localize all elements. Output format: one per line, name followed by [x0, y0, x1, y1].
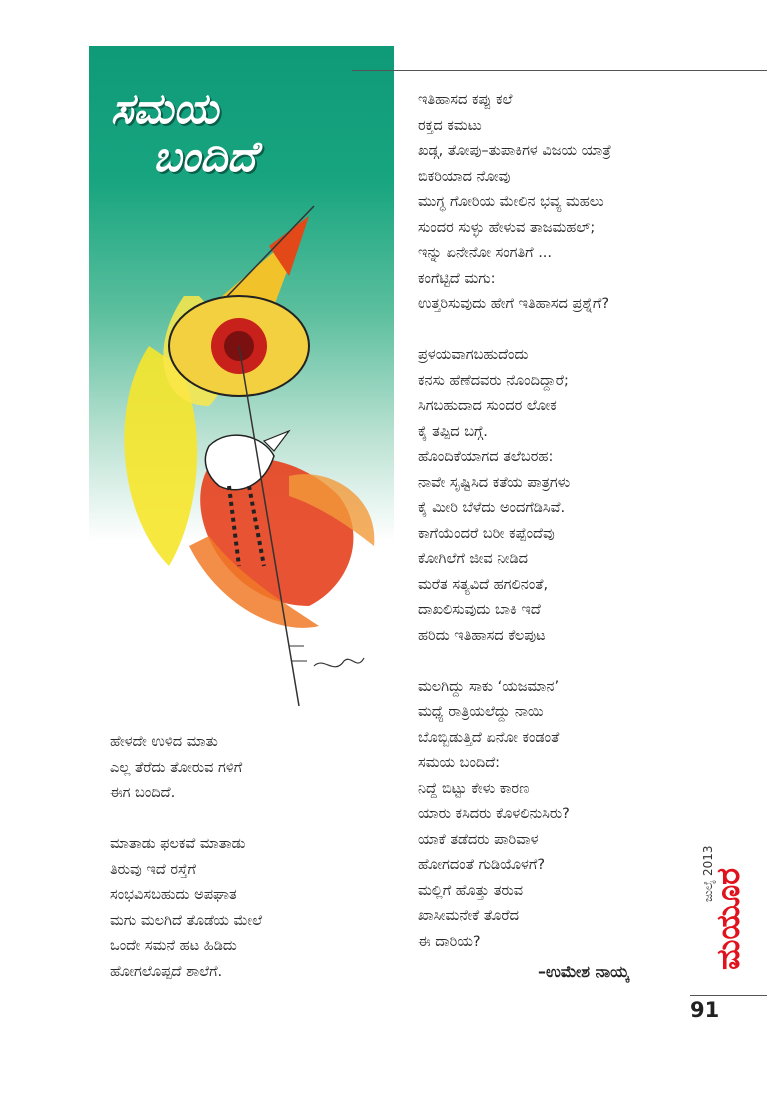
poem-line: ಯಾಕೆ ತಡೆದರು ಪಾರಿವಾಳ — [418, 831, 539, 848]
poem-line: ಸಂಭವಿಸಬಹುದು ಅಪಘಾತ — [110, 887, 237, 903]
poem-line: ಇನ್ನು ಏನೇನೋ ಸಂಗತಿಗೆ ... — [418, 245, 553, 261]
poem-line: ಒಂದೇ ಸಮನೆ ಹಟ ಹಿಡಿದು — [110, 938, 237, 954]
illustration-title-line2: ಬಂದಿದೆ — [153, 132, 256, 181]
poem-line: ದಾಖಲಿಸುವುದು ಬಾಕಿ ಇದೆ — [418, 602, 541, 618]
poem-line: ಖಡ್ಗ, ತೋಪು–ತುಪಾಕಿಗಳ ವಿಜಯ ಯಾತ್ರೆ — [418, 143, 612, 159]
poem-line: ಹೋಗಲೊಪ್ಪದೆ ಶಾಲೆಗೆ. — [110, 963, 223, 980]
poem-line: ಹೇಳದೇ ಉಳಿದ ಮಾತು — [110, 734, 218, 750]
poem-line: ಖಾಸೀಮನೇಕೆ ತೊರೆದ — [418, 908, 520, 924]
poem-line: ಹರಿದು ಇತಿಹಾಸದ ಕೆಲಪುಟ — [418, 627, 546, 644]
poem-line: ಇತಿಹಾಸದ ಕಪ್ಪು ಕಲೆ — [418, 92, 513, 108]
issue-date: ಜುಲೈ 2013 — [701, 845, 715, 902]
stanza-break — [418, 649, 611, 675]
poem-line: ಸುಂದರ ಸುಳ್ಳು ಹೇಳುವ ತಾಜಮಹಲ್; — [418, 219, 596, 236]
poem-line: ಮುಗ್ಧ ಗೋರಿಯ ಮೇಲಿನ ಭವ್ಯ ಮಹಲು — [418, 194, 604, 210]
poem-line: ಮಧ್ಯೆ ರಾತ್ರಿಯಲೆದ್ದು ನಾಯಿ — [418, 704, 544, 720]
poem-line: ಮಲ್ಲಿಗೆ ಹೊತ್ತು ತರುವ — [418, 882, 524, 899]
poem-line: ಯಾರು ಕಸಿದರು ಕೊಳಲಿನುಸಿರು? — [418, 806, 570, 822]
poem-line: ಕಂಗೆಟ್ಟಿದೆ ಮಗು: — [418, 270, 496, 287]
poem-left-column — [110, 730, 262, 985]
poem-line: ಎಲ್ಲ ತೆರೆದು ತೋರುವ ಗಳಿಗೆ — [110, 759, 243, 776]
poem-line: ಸಮಯ ಬಂದಿದೆ: — [418, 755, 501, 771]
poem-line: ರಕ್ತದ ಕಮಟು — [418, 117, 482, 134]
poem-line: ತಿರುವು ಇದೆ ರಸ್ತೆಗೆ — [110, 861, 196, 878]
poem-line: ಬಿಕರಿಯಾದ ನೋವು — [418, 168, 511, 185]
poem-line: ಕೋಗಿಲೆಗೆ ಜೀವ ನೀಡಿದ — [418, 551, 529, 567]
poem-line: ಕೈ ತಪ್ಪಿದ ಬಗ್ಗೆ. — [418, 423, 488, 440]
poem-line: ಉತ್ತರಿಸುವುದು ಹೇಗೆ ಇತಿಹಾಸದ ಪ್ರಶ್ನೆಗೆ? — [418, 296, 610, 312]
stanza-break — [110, 807, 262, 833]
poem-line: ಪ್ರಳಯವಾಗಬಹುದೆಂದು — [418, 347, 529, 363]
poem-illustration — [89, 46, 394, 715]
stanza-break — [418, 318, 611, 344]
poem-line: ಈಗ ಬಂದಿದೆ. — [110, 785, 176, 801]
poem-line: ನಿದ್ದೆ ಬಿಟ್ಟು ಕೇಳು ಕಾರಣ — [418, 780, 530, 797]
poem-line: ಸಿಗಬಹುದಾದ ಸುಂದರ ಲೋಕ — [418, 398, 557, 414]
poem-line: ಮರೆತ ಸತ್ಯವಿದೆ ಹಗಲಿನಂತೆ, — [418, 576, 549, 593]
poem-line: ಮಗು ಮಲಗಿದೆ ತೊಡೆಯ ಮೇಲೆ — [110, 912, 263, 929]
page-number: 91 — [690, 998, 720, 1022]
magazine-sidebar — [679, 820, 747, 990]
poem-line: ಬೊಬ್ಬಿಡುತ್ತಿದೆ ಏನೋ ಕಂಡಂತೆ — [418, 729, 560, 746]
poem-line: ಹೊಂದಿಕೆಯಾಗದ ತಲೆಬರಹ: — [418, 449, 554, 465]
author-name: –ಉಮೇಶ ನಾಯ್ಕ — [538, 962, 629, 981]
poem-line: ನಾವೇ ಸೃಷ್ಟಿಸಿದ ಕತೆಯ ಪಾತ್ರಗಳು — [418, 474, 571, 491]
poem-right-column — [418, 88, 611, 955]
poem-line: ಹೋಗದಂತೆ ಗುಡಿಯೊಳಗೆ? — [418, 857, 546, 873]
poem-line: ಕೈ ಮೀರಿ ಬೆಳೆದು ಅಂದಗೆಡಿಸಿವೆ. — [418, 500, 566, 516]
illustration-title-line1: ಸಮಯ — [111, 84, 219, 133]
poem-line: ಮಲಗಿದ್ದು ಸಾಕು ‘ಯಜಮಾನ’ — [418, 678, 560, 695]
poem-line: ಕನಸು ಹೆಣೆದವರು ನೊಂದಿದ್ದಾರೆ; — [418, 372, 569, 389]
poem-line: ಮಾತಾಡು ಫಲಕವೆ ಮಾತಾಡು — [110, 836, 246, 852]
page-number-divider — [690, 995, 767, 996]
magazine-name: ಮಯೂರ — [709, 867, 747, 970]
poem-line: ಕಾಗೆಯೆಂದರೆ ಬರೀ ಕಪ್ಪೆಂದೆವು — [418, 525, 555, 542]
top-divider — [352, 70, 767, 71]
poem-line: ಈ ದಾರಿಯ? — [418, 933, 481, 950]
